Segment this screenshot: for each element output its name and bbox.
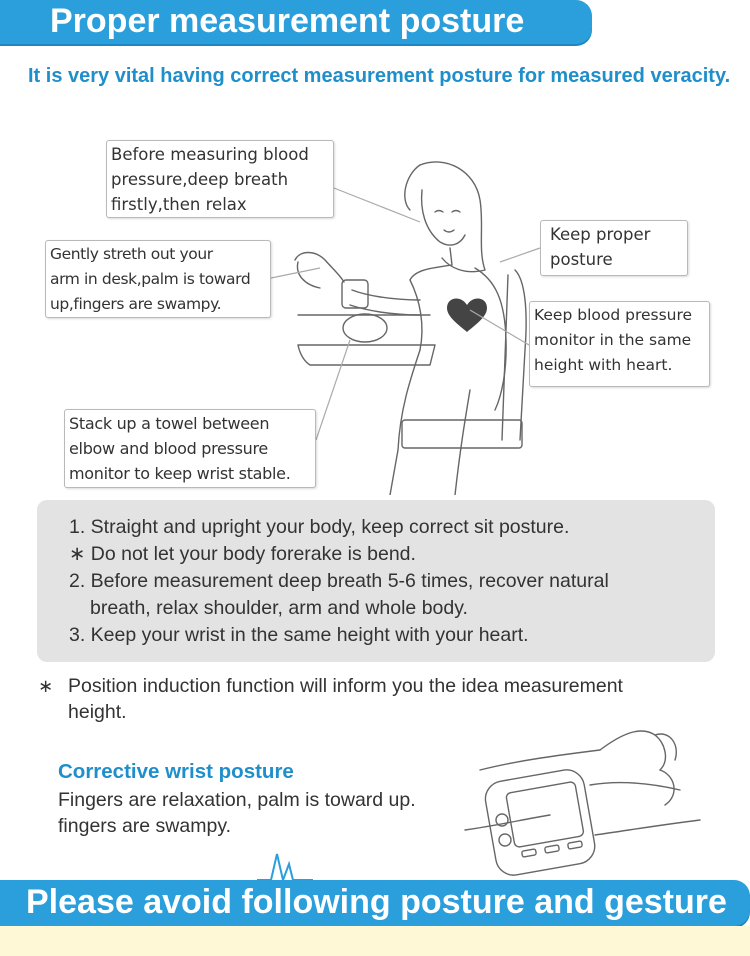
wrist-line1: Fingers are relaxation, palm is toward up. <box>58 789 416 811</box>
step-3: 3. Keep your wrist in the same height with your heart. <box>69 624 529 646</box>
intro-text: It is very vital having correct measurement posture for measured veracity. <box>28 65 731 87</box>
asterisk-icon: ∗ <box>38 676 54 696</box>
page-title: Proper measurement posture <box>50 2 525 40</box>
callout-keep-posture: Keep proper posture <box>540 220 688 276</box>
footer-title: Please avoid following posture and gesture <box>26 883 727 921</box>
step-1: 1. Straight and upright your body, keep correct sit posture. <box>69 516 570 538</box>
wrist-posture-text <box>58 787 416 839</box>
callout-stretch-arm: Gently streth out your arm in desk,palm is toward up,fingers are swampy. <box>45 240 271 318</box>
instructions-box <box>37 500 715 662</box>
step-2-line1: 2. Before measurement deep breath 5-6 times, recover natural <box>69 570 609 592</box>
pulse-wave-icon <box>255 848 315 884</box>
callout-deep-breath: Before measuring blood pressure,deep breath firstly,then relax <box>106 140 334 218</box>
footer-strip <box>0 926 750 956</box>
note-line1: Position induction function will inform you the idea measurement <box>68 675 623 697</box>
wrist-line2: fingers are swampy. <box>58 815 232 837</box>
callout-heart-height: Keep blood pressure monitor in the same height with heart. <box>529 301 710 387</box>
note-line2: height. <box>68 701 127 723</box>
callout-towel: Stack up a towel between elbow and blood pressure monitor to keep wrist stable. <box>64 409 316 488</box>
wrist-monitor-illustration <box>460 715 720 880</box>
step-2-line2: breath, relax shoulder, arm and whole body. <box>90 597 468 619</box>
wrist-posture-title: Corrective wrist posture <box>58 760 294 783</box>
step-1-note: ∗ Do not let your body forerake is bend. <box>69 543 416 565</box>
footer-banner <box>0 880 750 926</box>
